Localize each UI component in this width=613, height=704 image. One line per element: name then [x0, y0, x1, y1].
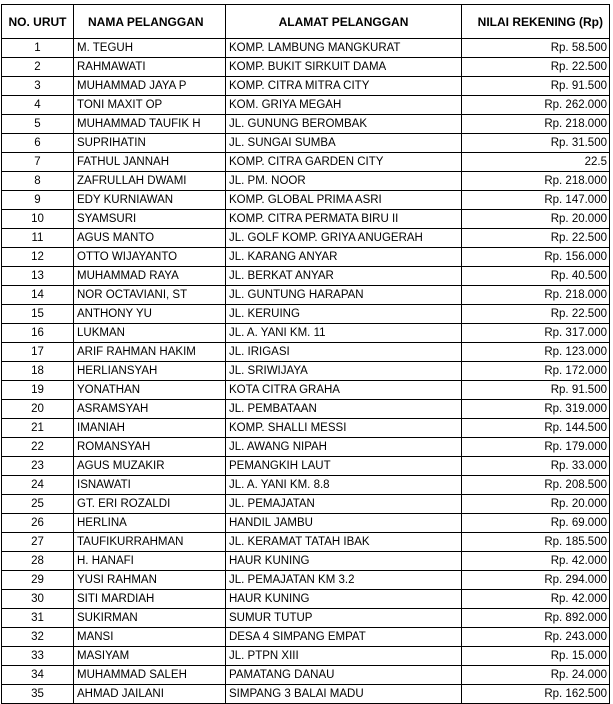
cell-name: YONATHAN: [74, 381, 226, 400]
cell-address: KOMP. CITRA PERMATA BIRU II: [226, 210, 462, 229]
table-row: [2, 324, 610, 343]
cell-name: ZAFRULLAH DWAMI: [74, 172, 226, 191]
cell-value: Rp. 22.500: [462, 58, 610, 77]
cell-name: OTTO WIJAYANTO: [74, 248, 226, 267]
cell-address: JL. KERUING: [226, 305, 462, 324]
header-row: [2, 5, 610, 39]
cell-name: M. TEGUH: [74, 39, 226, 58]
table-row: [2, 172, 610, 191]
cell-name: HERLINA: [74, 514, 226, 533]
cell-name: ASRAMSYAH: [74, 400, 226, 419]
table-row: [2, 115, 610, 134]
cell-address: SUMUR TUTUP: [226, 609, 462, 628]
cell-name: AGUS MANTO: [74, 229, 226, 248]
table-row: [2, 305, 610, 324]
cell-address: KOTA CITRA GRAHA: [226, 381, 462, 400]
cell-no: 21: [2, 419, 74, 438]
table-row: [2, 153, 610, 172]
cell-name: MUHAMMAD JAYA P: [74, 77, 226, 96]
cell-no: 20: [2, 400, 74, 419]
table-row: [2, 77, 610, 96]
cell-name: AHMAD JAILANI: [74, 685, 226, 704]
cell-address: HANDIL JAMBU: [226, 514, 462, 533]
cell-value: Rp. 24.000: [462, 666, 610, 685]
cell-address: KOM. GRIYA MEGAH: [226, 96, 462, 115]
cell-value: 22.5: [462, 153, 610, 172]
cell-value: Rp. 123.000: [462, 343, 610, 362]
cell-name: ISNAWATI: [74, 476, 226, 495]
cell-name: SYAMSURI: [74, 210, 226, 229]
cell-address: JL. KARANG ANYAR: [226, 248, 462, 267]
cell-name: TONI MAXIT OP: [74, 96, 226, 115]
table-row: [2, 438, 610, 457]
cell-value: Rp. 147.000: [462, 191, 610, 210]
cell-address: JL. PEMAJATAN KM 3.2: [226, 571, 462, 590]
cell-value: Rp. 33.000: [462, 457, 610, 476]
cell-address: JL. IRIGASI: [226, 343, 462, 362]
cell-address: KOMP. SHALLI MESSI: [226, 419, 462, 438]
cell-name: RAHMAWATI: [74, 58, 226, 77]
table-row: [2, 286, 610, 305]
cell-address: KOMP. CITRA GARDEN CITY: [226, 153, 462, 172]
customer-table: [1, 4, 610, 704]
cell-address: KOMP. CITRA MITRA CITY: [226, 77, 462, 96]
cell-name: EDY KURNIAWAN: [74, 191, 226, 210]
cell-name: TAUFIKURRAHMAN: [74, 533, 226, 552]
cell-no: 25: [2, 495, 74, 514]
cell-value: Rp. 22.500: [462, 229, 610, 248]
table-row: [2, 381, 610, 400]
cell-no: 26: [2, 514, 74, 533]
cell-name: ARIF RAHMAN HAKIM: [74, 343, 226, 362]
table-row: [2, 96, 610, 115]
cell-no: 13: [2, 267, 74, 286]
cell-address: PAMATANG DANAU: [226, 666, 462, 685]
header-no: NO. URUT: [2, 5, 74, 39]
table-row: [2, 191, 610, 210]
cell-no: 27: [2, 533, 74, 552]
cell-no: 15: [2, 305, 74, 324]
cell-no: 35: [2, 685, 74, 704]
table-row: [2, 590, 610, 609]
cell-value: Rp. 243.000: [462, 628, 610, 647]
cell-no: 32: [2, 628, 74, 647]
cell-address: KOMP. LAMBUNG MANGKURAT: [226, 39, 462, 58]
cell-no: 28: [2, 552, 74, 571]
cell-value: Rp. 294.000: [462, 571, 610, 590]
table-row: [2, 39, 610, 58]
table-row: [2, 58, 610, 77]
cell-no: 22: [2, 438, 74, 457]
cell-value: Rp. 317.000: [462, 324, 610, 343]
table-row: [2, 552, 610, 571]
cell-no: 6: [2, 134, 74, 153]
cell-address: JL. PTPN XIII: [226, 647, 462, 666]
cell-name: H. HANAFI: [74, 552, 226, 571]
cell-name: GT. ERI ROZALDI: [74, 495, 226, 514]
cell-value: Rp. 42.000: [462, 552, 610, 571]
cell-address: HAUR KUNING: [226, 552, 462, 571]
table-row: [2, 495, 610, 514]
table-row: [2, 476, 610, 495]
cell-value: Rp. 42.000: [462, 590, 610, 609]
cell-address: JL. SRIWIJAYA: [226, 362, 462, 381]
cell-name: MUHAMMAD SALEH: [74, 666, 226, 685]
cell-address: JL. BERKAT ANYAR: [226, 267, 462, 286]
cell-no: 9: [2, 191, 74, 210]
cell-no: 3: [2, 77, 74, 96]
cell-no: 8: [2, 172, 74, 191]
table-row: [2, 533, 610, 552]
cell-address: JL. PM. NOOR: [226, 172, 462, 191]
table-row: [2, 666, 610, 685]
cell-name: MASIYAM: [74, 647, 226, 666]
cell-address: KOMP. BUKIT SIRKUIT DAMA: [226, 58, 462, 77]
table-row: [2, 229, 610, 248]
cell-name: IMANIAH: [74, 419, 226, 438]
cell-value: Rp. 91.500: [462, 77, 610, 96]
cell-value: Rp. 185.500: [462, 533, 610, 552]
cell-no: 18: [2, 362, 74, 381]
cell-name: FATHUL JANNAH: [74, 153, 226, 172]
cell-address: JL. A. YANI KM. 8.8: [226, 476, 462, 495]
table-row: [2, 362, 610, 381]
cell-address: JL. GUNTUNG HARAPAN: [226, 286, 462, 305]
cell-no: 19: [2, 381, 74, 400]
cell-address: JL. PEMAJATAN: [226, 495, 462, 514]
cell-value: Rp. 892.000: [462, 609, 610, 628]
cell-address: JL. AWANG NIPAH: [226, 438, 462, 457]
cell-value: Rp. 208.500: [462, 476, 610, 495]
table-row: [2, 343, 610, 362]
table-row: [2, 628, 610, 647]
cell-address: JL. GOLF KOMP. GRIYA ANUGERAH: [226, 229, 462, 248]
cell-no: 29: [2, 571, 74, 590]
cell-name: ROMANSYAH: [74, 438, 226, 457]
cell-address: JL. KERAMAT TATAH IBAK: [226, 533, 462, 552]
cell-no: 7: [2, 153, 74, 172]
cell-no: 11: [2, 229, 74, 248]
cell-value: Rp. 69.000: [462, 514, 610, 533]
cell-value: Rp. 40.500: [462, 267, 610, 286]
header-value: NILAI REKENING (Rp): [462, 5, 610, 39]
table-row: [2, 134, 610, 153]
cell-no: 12: [2, 248, 74, 267]
cell-name: MUHAMMAD TAUFIK H: [74, 115, 226, 134]
cell-no: 16: [2, 324, 74, 343]
cell-name: HERLIANSYAH: [74, 362, 226, 381]
cell-name: SUPRIHATIN: [74, 134, 226, 153]
cell-name: YUSI RAHMAN: [74, 571, 226, 590]
cell-address: PEMANGKIH LAUT: [226, 457, 462, 476]
cell-address: SIMPANG 3 BALAI MADU: [226, 685, 462, 704]
cell-value: Rp. 218.000: [462, 115, 610, 134]
cell-no: 23: [2, 457, 74, 476]
table-row: [2, 647, 610, 666]
cell-name: SUKIRMAN: [74, 609, 226, 628]
cell-address: JL. SUNGAI SUMBA: [226, 134, 462, 153]
cell-no: 17: [2, 343, 74, 362]
table-row: [2, 400, 610, 419]
header-name: NAMA PELANGGAN: [74, 5, 226, 39]
cell-name: MANSI: [74, 628, 226, 647]
table-row: [2, 609, 610, 628]
cell-address: KOMP. GLOBAL PRIMA ASRI: [226, 191, 462, 210]
cell-address: JL. PEMBATAAN: [226, 400, 462, 419]
cell-name: MUHAMMAD RAYA: [74, 267, 226, 286]
cell-no: 34: [2, 666, 74, 685]
table-row: [2, 419, 610, 438]
cell-address: HAUR KUNING: [226, 590, 462, 609]
cell-no: 33: [2, 647, 74, 666]
cell-no: 1: [2, 39, 74, 58]
table-row: [2, 514, 610, 533]
header-address: ALAMAT PELANGGAN: [226, 5, 462, 39]
cell-name: NOR OCTAVIANI, ST: [74, 286, 226, 305]
cell-address: DESA 4 SIMPANG EMPAT: [226, 628, 462, 647]
cell-no: 5: [2, 115, 74, 134]
cell-value: Rp. 20.000: [462, 495, 610, 514]
cell-name: AGUS MUZAKIR: [74, 457, 226, 476]
cell-value: Rp. 162.500: [462, 685, 610, 704]
cell-value: Rp. 218.000: [462, 286, 610, 305]
table-row: [2, 210, 610, 229]
cell-no: 2: [2, 58, 74, 77]
cell-value: Rp. 20.000: [462, 210, 610, 229]
cell-value: Rp. 179.000: [462, 438, 610, 457]
cell-value: Rp. 144.500: [462, 419, 610, 438]
cell-value: Rp. 31.500: [462, 134, 610, 153]
cell-address: JL. A. YANI KM. 11: [226, 324, 462, 343]
cell-address: JL. GUNUNG BEROMBAK: [226, 115, 462, 134]
table-row: [2, 457, 610, 476]
cell-name: ANTHONY YU: [74, 305, 226, 324]
cell-value: Rp. 218.000: [462, 172, 610, 191]
cell-name: SITI MARDIAH: [74, 590, 226, 609]
cell-no: 30: [2, 590, 74, 609]
cell-no: 31: [2, 609, 74, 628]
table-row: [2, 267, 610, 286]
cell-no: 10: [2, 210, 74, 229]
table-row: [2, 248, 610, 267]
cell-no: 4: [2, 96, 74, 115]
cell-value: Rp. 58.500: [462, 39, 610, 58]
cell-value: Rp. 262.000: [462, 96, 610, 115]
table-row: [2, 571, 610, 590]
cell-value: Rp. 91.500: [462, 381, 610, 400]
cell-value: Rp. 172.000: [462, 362, 610, 381]
cell-value: Rp. 22.500: [462, 305, 610, 324]
cell-value: Rp. 15.000: [462, 647, 610, 666]
table-row: [2, 685, 610, 704]
cell-no: 14: [2, 286, 74, 305]
cell-no: 24: [2, 476, 74, 495]
cell-value: Rp. 319.000: [462, 400, 610, 419]
cell-value: Rp. 156.000: [462, 248, 610, 267]
cell-name: LUKMAN: [74, 324, 226, 343]
